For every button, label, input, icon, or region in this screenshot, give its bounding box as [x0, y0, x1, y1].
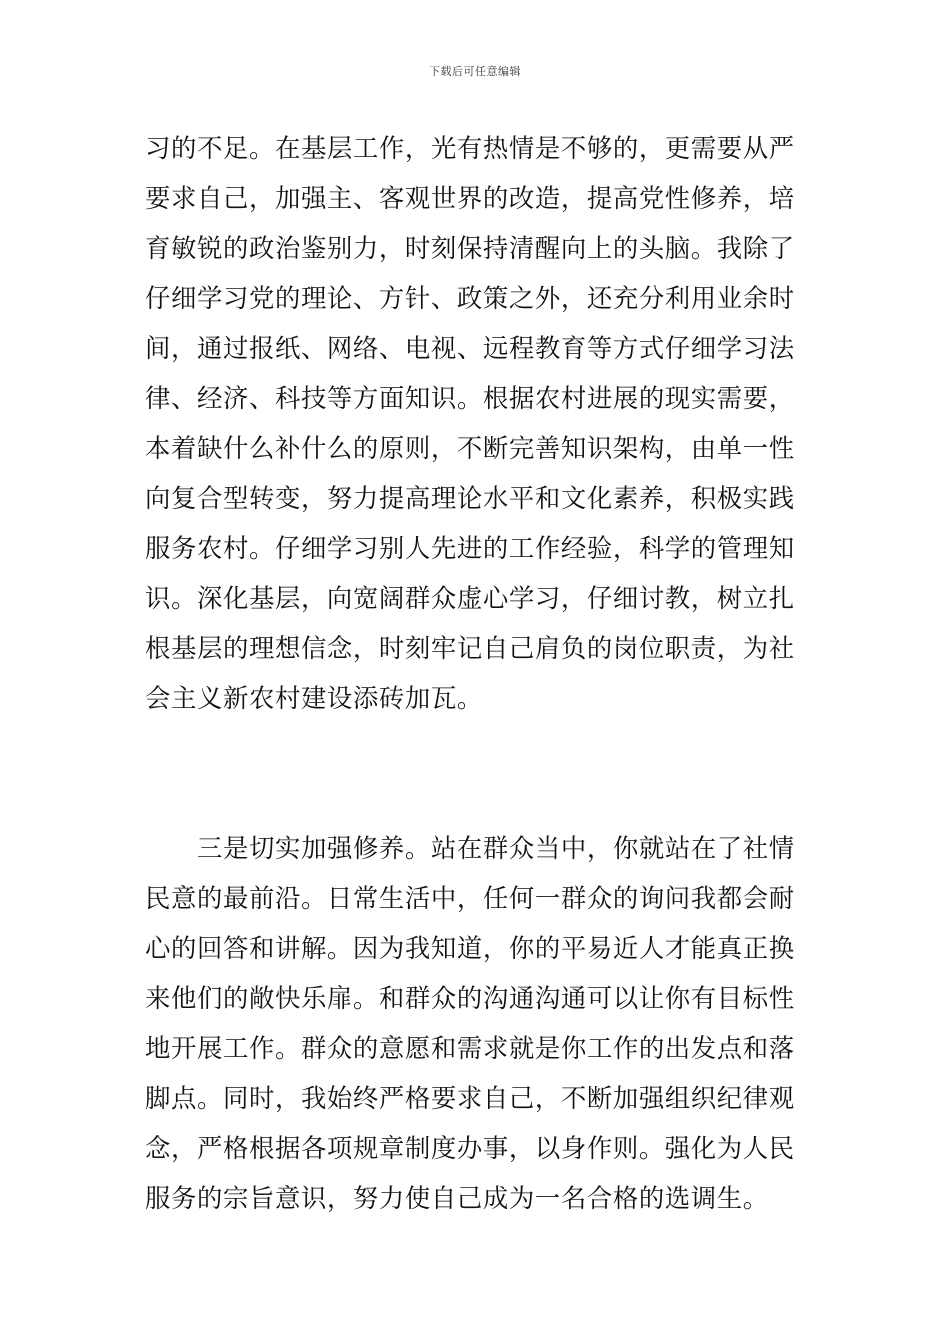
paragraph-line: 要求自己，加强主、客观世界的改造，提高党性修养，培 — [145, 183, 795, 213]
paragraph-line: 习的不足。在基层工作，光有热情是不够的，更需要从严 — [145, 133, 795, 163]
paragraph-line: 地开展工作。群众的意愿和需求就是你工作的出发点和落 — [145, 1033, 795, 1063]
paragraph-line: 本着缺什么补什么的原则，不断完善知识架构，由单一性 — [145, 433, 795, 463]
paragraph-line: 根基层的理想信念，时刻牢记自己肩负的岗位职责，为社 — [145, 633, 795, 663]
paragraph-line: 三是切实加强修养。站在群众当中，你就站在了社情 — [197, 833, 795, 863]
paragraph-line: 会主义新农村建设添砖加瓦。 — [145, 683, 483, 713]
page-header-note: 下载后可任意编辑 — [429, 65, 521, 78]
paragraph-line: 民意的最前沿。日常生活中，任何一群众的询问我都会耐 — [145, 883, 795, 913]
paragraph-line: 心的回答和讲解。因为我知道，你的平易近人才能真正换 — [145, 933, 795, 963]
paragraph-line: 脚点。同时，我始终严格要求自己，不断加强组织纪律观 — [145, 1083, 795, 1113]
paragraph-line: 识。深化基层，向宽阔群众虚心学习，仔细讨教，树立扎 — [145, 583, 795, 613]
paragraph-line: 服务农村。仔细学习别人先进的工作经验，科学的管理知 — [145, 533, 795, 563]
paragraph-line: 来他们的敞快乐扉。和群众的沟通沟通可以让你有目标性 — [145, 983, 795, 1013]
paragraph-line: 育敏锐的政治鉴别力，时刻保持清醒向上的头脑。我除了 — [145, 233, 795, 263]
paragraph-line: 向复合型转变，努力提高理论水平和文化素养，积极实践 — [145, 483, 795, 513]
paragraph-line: 念，严格根据各项规章制度办事，以身作则。强化为人民 — [145, 1133, 795, 1163]
paragraph-line: 服务的宗旨意识，努力使自己成为一名合格的选调生。 — [145, 1183, 769, 1213]
paragraph-line: 间，通过报纸、网络、电视、远程教育等方式仔细学习法 — [145, 333, 795, 363]
paragraph-line: 律、经济、科技等方面知识。根据农村进展的现实需要， — [145, 383, 795, 413]
paragraph-line: 仔细学习党的理论、方针、政策之外，还充分利用业余时 — [145, 283, 795, 313]
paragraph-2 — [145, 823, 807, 1223]
paragraph-1 — [145, 123, 807, 723]
